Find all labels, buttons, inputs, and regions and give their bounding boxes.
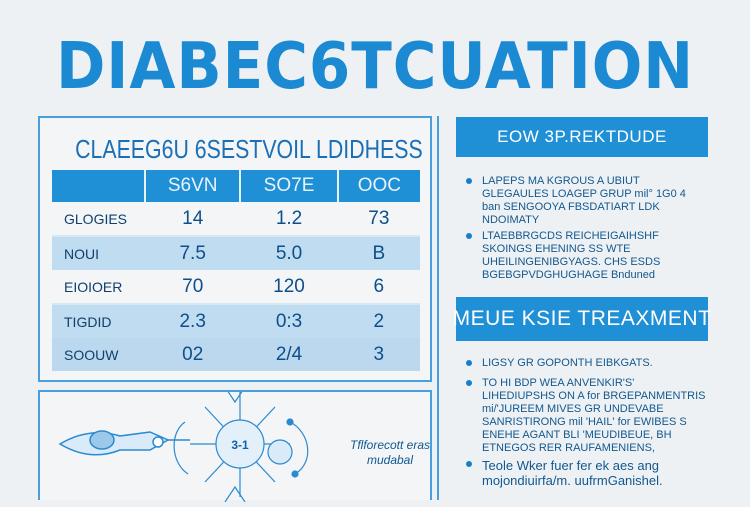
bullet-item	[466, 175, 706, 227]
bullet-dot-icon	[466, 360, 472, 366]
row-label: TIGDID	[52, 304, 145, 338]
table-cell: 14	[145, 202, 240, 236]
table-cell: 70	[145, 270, 240, 304]
table-cell: 1.2	[240, 202, 337, 236]
bullet-dot-icon	[466, 461, 472, 467]
bullet-text: TO HI BDP WEA ANVENKIR'S' LIHEDIUPSHS ON A for BRGEPANMENTRIS mi/'JUREEM MIVES GR UNDEVABE SANRISTIRONG mil 'HAIL' for EWIBES S ENEHE AGANT BLI 'MEUDIBEUE, BH ETNEGOS RER RAUFAMENIENS,	[482, 377, 706, 454]
section-title-symptoms: EOW 3P.REKTDUDE	[456, 117, 708, 157]
data-table	[52, 170, 420, 371]
table-row	[52, 202, 420, 236]
insulin-pen-icon	[60, 431, 190, 455]
table-panel	[38, 116, 432, 382]
section-title-treatment: MEUE KSIE TREAXMENT	[456, 297, 708, 341]
table-row	[52, 304, 420, 338]
bullet-dot-icon	[466, 380, 472, 386]
diagram-caption: Tflforecott eras mudabal	[349, 438, 431, 467]
table-cell: 7.5	[145, 236, 240, 270]
table-cell: 2/4	[240, 338, 337, 371]
page-title: DIABEC6TCUATION	[55, 30, 695, 104]
bullet-text: LIGSY GR GOPONTH EIBKGATS.	[482, 357, 653, 369]
table-cell: 2.3	[145, 304, 240, 338]
table-cell: 73	[338, 202, 420, 236]
bullet-text: LTAEBBRGCDS REICHEIGAIHSHF SKOINGS EHENING SS WTE UHEILINGENIBGYAGS. CHS ESDS BGEBGPVDGHUGHAGE Bnduned	[482, 230, 661, 281]
bullet-item	[466, 458, 706, 488]
table-row	[52, 270, 420, 304]
table-cell: 3	[338, 338, 420, 371]
table-cell: 0:3	[240, 304, 337, 338]
bullet-item	[466, 377, 706, 455]
table-cell: 02	[145, 338, 240, 371]
row-label: SOOUW	[52, 338, 145, 371]
table-cell: 5.0	[240, 236, 337, 270]
bullet-item	[466, 357, 706, 370]
table-cell: 2	[338, 304, 420, 338]
diagram-panel	[38, 390, 432, 500]
table-cell: B	[338, 236, 420, 270]
table-row	[52, 338, 420, 371]
table-header-cell: S6VN	[145, 170, 240, 202]
row-label: EIOIOER	[52, 270, 145, 304]
table-cell: 120	[240, 270, 337, 304]
row-label: NOUI	[52, 236, 145, 270]
bullet-text: LAPEPS MA KGROUS A UBIUT GLEGAULES LOAGEP GRUP mil° 1G0 4 ban SENGOOYA FBSDATIART LDK NDOIMATY	[482, 175, 686, 226]
table-row	[52, 236, 420, 270]
diagram-center-label: 3-1	[231, 438, 249, 452]
bullet-text: Teole Wker fuer fer ek aes ang mojondiuirfa/m. uufrmGanishel.	[482, 458, 663, 488]
table-header-cell: OOC	[338, 170, 420, 202]
table-cell: 6	[338, 270, 420, 304]
bullet-dot-icon	[466, 178, 472, 184]
table-title: CLAEEG6U 6SESTVOIL LDIDHESS	[75, 134, 423, 164]
bullet-item	[466, 230, 706, 282]
table-header-cell: SO7E	[240, 170, 337, 202]
bullet-dot-icon	[466, 233, 472, 239]
table-header-cell	[52, 170, 145, 202]
table-header-row	[52, 170, 420, 202]
row-label: GLOGIES	[52, 202, 145, 236]
